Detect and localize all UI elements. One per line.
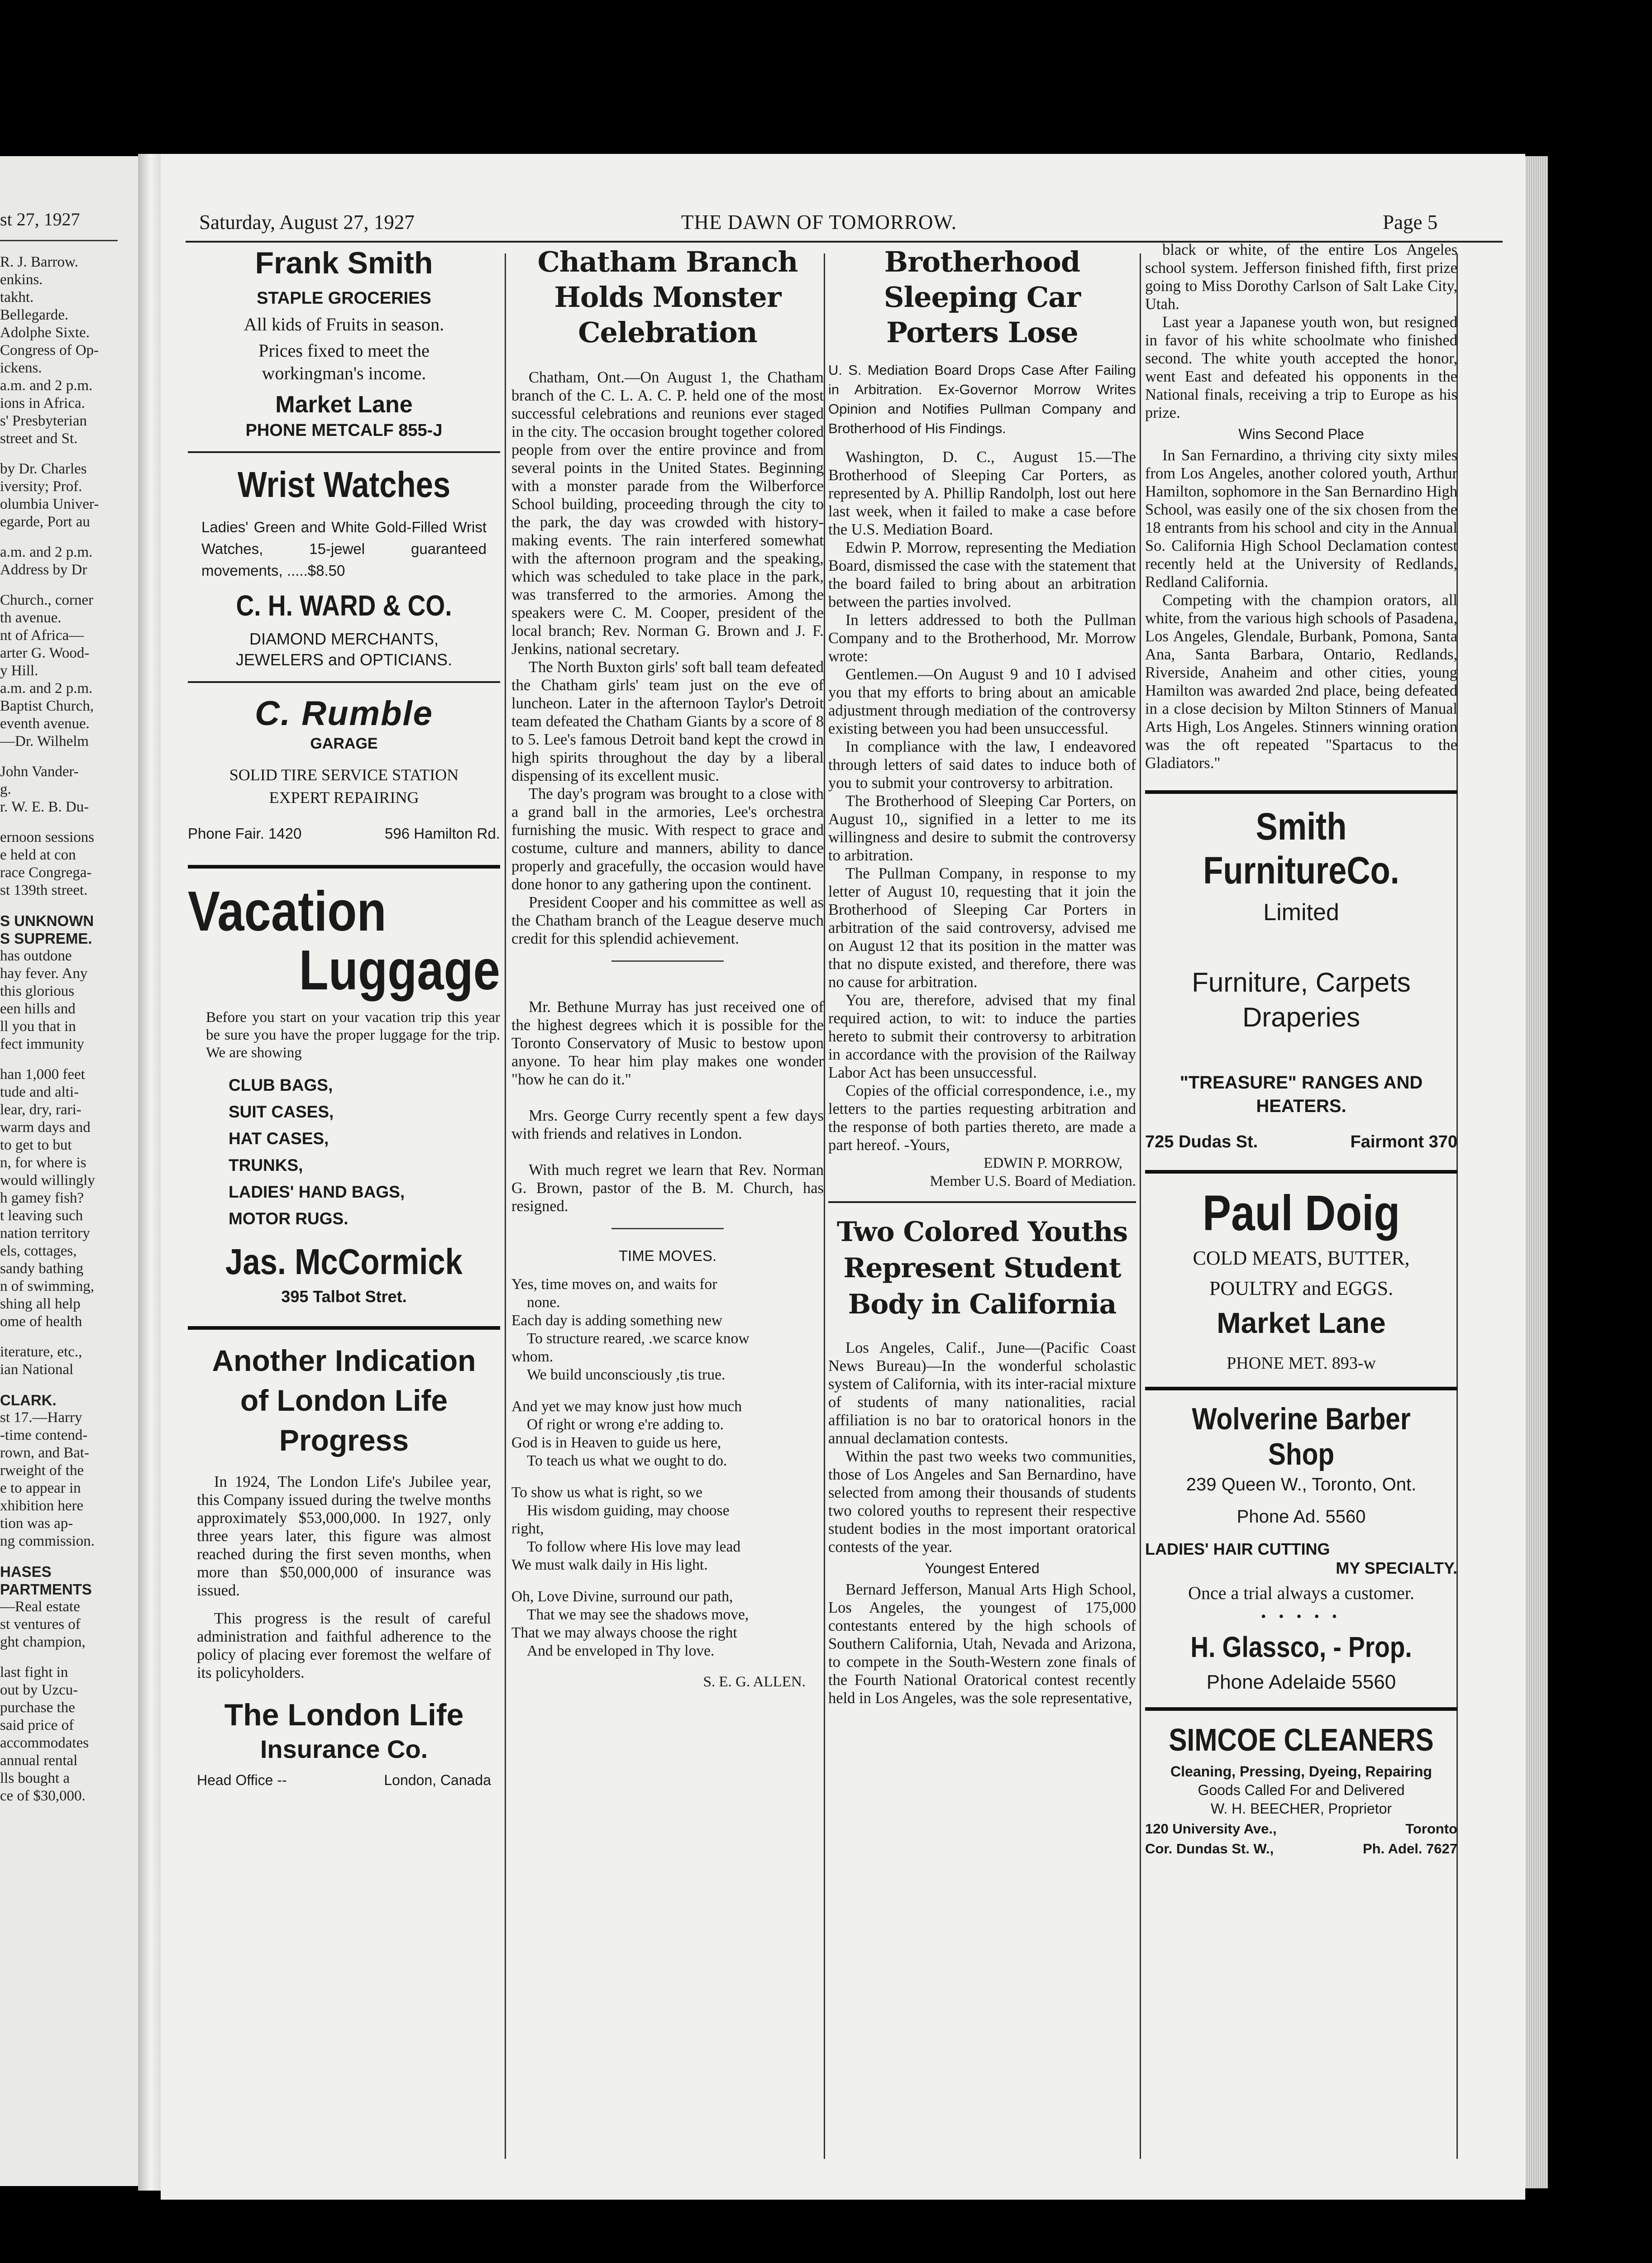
- ad-divider: [1145, 1707, 1457, 1711]
- prev-page-line: n of swimming,: [0, 1278, 95, 1294]
- prev-page-line: [0, 1331, 99, 1343]
- poem-title: TIME MOVES.: [618, 1247, 717, 1264]
- ad-divider: [1145, 1387, 1457, 1390]
- article-body: [1145, 446, 1457, 772]
- prev-page-line: rown, and Bat-: [0, 1445, 90, 1461]
- prev-page-line: [0, 1053, 99, 1066]
- header-date: Saturday, August 27, 1927: [199, 211, 415, 234]
- poem-line: God is in Heaven to guide us here,: [511, 1434, 721, 1451]
- ad-name: Paul Doig: [1202, 1185, 1400, 1241]
- prev-page-line: shing all help: [0, 1296, 81, 1312]
- masthead: THE DAWN OF TOMORROW.: [681, 211, 957, 234]
- ad-line: Goods Called For and Delivered: [1198, 1782, 1405, 1798]
- ad-name: Insurance Co.: [260, 1735, 428, 1763]
- prev-page-line: [0, 531, 99, 544]
- prev-page-line: [0, 816, 99, 829]
- prev-page-line: lls bought a: [0, 1770, 70, 1786]
- article-paragraph: Chatham, Ont.—On August 1, the Chatham branch of the C. L. A. C. P. held one of the most successful celebrations and reunions ever staged in the city. The occasion brought together colored people from over the entire province and from several points in the United States. Beginning with a monster parade from the Wilberforce School building, proceeding through the city to the park, the day was crowded with history-making events. The rain interfered somewhat with the afternoon program and the speaking, which was scheduled to take place in the park, was transferred to the armories. Among the speakers were C. M. Cooper, president of the local branch; Rev. Norman G. Brown and J. F. Jenkins, national secretary.: [511, 369, 824, 658]
- poem-author: S. E. G. ALLEN.: [703, 1674, 806, 1690]
- poem-line: Each day is adding something new: [511, 1312, 723, 1329]
- ad-divider: [188, 865, 500, 869]
- poem-line: Oh, Love Divine, surround our path,: [511, 1588, 733, 1605]
- luggage-item: MOTOR RUGS.: [229, 1209, 349, 1228]
- prev-page-text: [0, 253, 99, 1805]
- ad-desc: Ladies' Green and White Gold-Filled Wrist Watches, 15-jewel guaranteed movements, .....$8.50: [201, 519, 487, 579]
- ad-divider: [188, 451, 500, 453]
- prev-page-line: iversity; Prof.: [0, 478, 82, 495]
- prev-page-line: [0, 1550, 99, 1563]
- ad-line: Once a trial always a customer.: [1188, 1583, 1414, 1603]
- prev-page-line: accommodates: [0, 1735, 89, 1751]
- ad-line: All kids of Fruits in season.: [244, 314, 444, 334]
- prev-page-line: [0, 750, 99, 763]
- prev-page-line: nt of Africa—: [0, 627, 84, 644]
- prev-page-line: Congress of Op-: [0, 342, 99, 358]
- ad-contact: [188, 825, 500, 842]
- article-deck: U. S. Mediation Board Drops Case After Failing in Arbitration. Ex-Governor Morrow Writes Opinion and Notifies Pullman Company and Brotherhood of His Findings.: [828, 362, 1136, 436]
- prev-page-line: ome of health: [0, 1313, 82, 1330]
- article-paragraph: You are, therefore, advised that my final required action, to wit: to induce the parties hereto to submit their controversy to arbitration in accordance with the provision of the Railway Labor Act has been unsuccessful.: [828, 992, 1136, 1081]
- ad-contact: [197, 1772, 491, 1789]
- poem-stanza: [511, 1588, 824, 1660]
- ad-dots: • • • • •: [1260, 1608, 1342, 1624]
- prev-page-line: ickens.: [0, 360, 42, 376]
- prev-page-line: r. W. E. B. Du-: [0, 799, 89, 815]
- ad-phone: Fairmont 370: [1350, 1132, 1457, 1151]
- luggage-item: SUIT CASES,: [229, 1103, 334, 1121]
- poem-line: His wisdom guiding, may choose: [527, 1502, 730, 1519]
- prev-page-line: —Real estate: [0, 1599, 80, 1615]
- brief-brown: [511, 1161, 824, 1215]
- brief-paragraph: With much regret we learn that Rev. Norman G. Brown, pastor of the B. M. Church, has resigned.: [511, 1161, 824, 1215]
- prev-page-line: rweight of the: [0, 1462, 84, 1479]
- prev-page-line: ce of $30,000.: [0, 1788, 86, 1804]
- luggage-item: CLUB BAGS,: [229, 1076, 333, 1094]
- article-subhead: Wins Second Place: [1238, 426, 1364, 442]
- ad-name: C. Rumble: [255, 694, 433, 733]
- prev-page-line: [0, 579, 99, 592]
- prev-page-line: PARTMENTS: [0, 1581, 92, 1598]
- prev-page-line: said price of: [0, 1717, 74, 1733]
- ad-sub: Limited: [1263, 899, 1339, 926]
- column-rule: [1140, 253, 1141, 2159]
- prev-page-line: lear, dry, rari-: [0, 1102, 81, 1118]
- prev-page-line: a.m. and 2 p.m.: [0, 544, 93, 560]
- ad-line: EXPERT REPAIRING: [269, 788, 419, 807]
- ad-divider: [1145, 1170, 1457, 1174]
- prev-page-line: egarde, Port au: [0, 514, 90, 530]
- prev-page-line: e held at con: [0, 847, 76, 863]
- article-divider: [611, 960, 724, 962]
- prev-page-line: by Dr. Charles: [0, 461, 87, 477]
- frank-smith-ad: [188, 245, 500, 440]
- page-stack-edge: [1525, 156, 1548, 2188]
- ad-title: Luggage: [299, 939, 500, 1002]
- luggage-item: TRUNKS,: [229, 1156, 303, 1174]
- poem-stanza: [511, 1275, 824, 1384]
- article-paragraph: Los Angeles, Calif., June—(Pacific Coast News Bureau)—In the wonderful scholastic system of California, with its inter-racial mixture of students of many nationalities, racial affiliation is no bar to oratorical honors in the annual declamation contests.: [828, 1339, 1136, 1447]
- prev-page-line: R. J. Barrow.: [0, 254, 78, 270]
- signature-title: Member U.S. Board of Mediation.: [930, 1173, 1136, 1189]
- article-paragraph: Copies of the official correspondence, i.e., my letters to the parties requesting arbitration and the response of both parties thereto, are made a part hereof. -Yours,: [828, 1082, 1136, 1154]
- ad-paragraph: In 1924, The London Life's Jubilee year, this Company issued during the twelve months approximately $53,000,000. In 1927, only three years later, this figure was almost reached during the first seven months, when more than $50,000,000 of insurance was issued.: [197, 1473, 491, 1599]
- ad-divider: [188, 681, 500, 683]
- prev-page-line: ernoon sessions: [0, 829, 95, 845]
- ad-divider: [1145, 790, 1457, 794]
- prev-page-line: fect immunity: [0, 1036, 85, 1052]
- prev-page-line: st 17.—Harry: [0, 1409, 82, 1426]
- prev-page-line: tude and alti-: [0, 1084, 79, 1100]
- poem-body: [511, 1275, 824, 1660]
- poem-line: right,: [511, 1520, 544, 1537]
- ad-body: [197, 1473, 491, 1682]
- brief-curry: [511, 1107, 824, 1143]
- rumble-ad: [188, 694, 500, 842]
- prev-page-line: xhibition here: [0, 1498, 84, 1514]
- article-paragraph: Last year a Japanese youth won, but resigned in favor of his white schoolmate who finished second. The white youth accepted the honor, went East and defeated his opponents in the National finals, receiving a trip to Europe as his prize.: [1145, 314, 1457, 421]
- prev-page-line: tion was ap-: [0, 1515, 73, 1532]
- ad-line: LADIES' HAIR CUTTING: [1145, 1540, 1330, 1558]
- ad-name: Frank Smith: [255, 246, 433, 280]
- prev-page-line: out by Uzcu-: [0, 1682, 78, 1698]
- prev-page-line: enkins.: [0, 272, 43, 288]
- prev-page-line: warm days and: [0, 1119, 91, 1136]
- article-paragraph: The day's program was brought to a close with a grand ball in the armories, Lee's orchestra furnishing the music. With respect to grace and costume, culture and manners, ability to dance properly and gracefully, the occasion would have done honor to any gathering upon the continent.: [511, 785, 824, 893]
- article-paragraph: The Brotherhood of Sleeping Car Porters, on August 10,, signified in a letter to me its willingness and desire to submit the controversy to arbitration.: [828, 793, 1136, 864]
- luggage-ad: [188, 882, 500, 1306]
- ad-sub: DIAMOND MERCHANTS, JEWELERS and OPTICIANS.: [235, 630, 453, 669]
- ad-phone: PHONE MET. 893-w: [1227, 1354, 1376, 1373]
- ad-address: 725 Dudas St.: [1145, 1132, 1258, 1151]
- article-paragraph: Competing with the champion orators, all white, from the various high schools of Pasadena, Los Angeles, Glendale, Burbank, Pomona, Santa Ana, Santa Barbara, Ontario, Redlands, Riverside, Anaheim and other cities, young Hamilton was awarded 2nd place, being defeated in a close decision by Milton Stinners of Manual Arts High, Los Angeles. Stinners winning oration was the oft repeated "Spartacus to the Gladiators.": [1145, 592, 1457, 772]
- prev-page-line: g.: [0, 781, 11, 797]
- prev-page-line: nation territory: [0, 1225, 90, 1241]
- ad-line: "TREASURE" RANGES AND HEATERS.: [1179, 1073, 1423, 1116]
- luggage-item: HAT CASES,: [229, 1129, 329, 1148]
- ad-name: Smith FurnitureCo.: [1203, 805, 1399, 892]
- ad-address: 120 University Ave.,: [1145, 1821, 1277, 1837]
- prev-page-line: Address by Dr: [0, 562, 87, 578]
- page-number: Page 5: [1383, 211, 1438, 234]
- prev-page-line: st ventures of: [0, 1616, 81, 1633]
- ad-address: 596 Hamilton Rd.: [385, 825, 500, 842]
- article-paragraph: Washington, D. C., August 15.—The Brotherhood of Sleeping Car Porters, as represented by A. Phillip Randolph, lost out here last week, when it failed to make a case before the U.S. Mediation Board.: [828, 449, 1136, 538]
- prev-page-line: a.m. and 2 p.m.: [0, 377, 93, 394]
- prev-page-line: annual rental: [0, 1752, 78, 1769]
- poem-line: whom.: [511, 1348, 554, 1365]
- prev-page-line: Adolphe Sixte.: [0, 325, 90, 341]
- prev-page-line: takht.: [0, 289, 34, 306]
- prev-page-line: [0, 448, 99, 460]
- prev-page-line: els, cottages,: [0, 1243, 77, 1259]
- signature-name: EDWIN P. MORROW,: [984, 1155, 1122, 1171]
- ad-line: STAPLE GROCERIES: [257, 289, 431, 308]
- poem-line: To structure reared, .we scarce know: [527, 1330, 750, 1347]
- ad-phone: Ph. Adel. 7627: [1362, 1841, 1457, 1857]
- luggage-item: LADIES' HAND BAGS,: [229, 1183, 405, 1201]
- poem-line: We must walk daily in His light.: [511, 1556, 708, 1573]
- prev-page-line: eventh avenue.: [0, 716, 90, 732]
- article-body: [828, 448, 1136, 1154]
- ad-line: Market Lane: [1217, 1307, 1386, 1339]
- prev-page-line: S UNKNOWN: [0, 912, 94, 929]
- prev-page-line: —Dr. Wilhelm: [0, 733, 89, 750]
- ad-line: Prices fixed to meet the workingman's income.: [258, 340, 430, 383]
- ad-contact: [1145, 1132, 1457, 1152]
- ad-name: SIMCOE CLEANERS: [1169, 1722, 1434, 1757]
- prev-page-line: to get to but: [0, 1137, 72, 1153]
- poem-line: And yet we may know just how much: [511, 1398, 742, 1415]
- prev-page-line: this glorious: [0, 983, 75, 999]
- ad-line: SOLID TIRE SERVICE STATION: [229, 766, 459, 784]
- ad-phone: PHONE METCALF 855-J: [245, 421, 443, 440]
- column-rule: [824, 253, 825, 2159]
- poem-line: That we may see the shadows move,: [527, 1606, 749, 1623]
- article-paragraph: President Cooper and his committee as well as the Chatham branch of the League deserve much credit for this splendid achievement.: [511, 894, 824, 947]
- ad-headline: Another Indication of London Life Progress: [212, 1344, 476, 1457]
- prev-page-line: [0, 1651, 99, 1664]
- ad-phone: Phone Adelaide 5560: [1206, 1671, 1396, 1693]
- prev-page-line: olumbia Univer-: [0, 496, 99, 512]
- prev-page-line: h gamey fish?: [0, 1190, 84, 1206]
- smith-furniture-ad: [1145, 805, 1457, 1152]
- prev-page-line: ions in Africa.: [0, 395, 85, 411]
- article-paragraph: Within the past two weeks two communities, those of Los Angeles and San Bernardino, have selected from among their thousands of students two colored youths to represent their respective student bodies in the most important oratorical contests of the year.: [828, 1448, 1136, 1556]
- ad-address: 239 Queen W., Toronto, Ont.: [1186, 1475, 1417, 1494]
- ad-address: 395 Talbot Stret.: [281, 1287, 407, 1306]
- ad-proprietor: H. Glassco, - Prop.: [1190, 1631, 1412, 1663]
- prev-page-line: ght champion,: [0, 1634, 86, 1650]
- prev-page-line: Church., corner: [0, 592, 94, 608]
- prev-page-line: han 1,000 feet: [0, 1066, 85, 1083]
- prev-page-line: th avenue.: [0, 610, 62, 626]
- brief-paragraph: Mr. Bethune Murray has just received one of the highest degrees which it is possible for the Toronto Conservatory of Music to bestow upon anyone. To hear him play makes one wonder "how he can do it.": [511, 998, 824, 1088]
- ad-line: Furniture, Carpets: [1192, 967, 1411, 998]
- prev-page-line: Baptist Church,: [0, 698, 94, 714]
- article-paragraph: The Pullman Company, in response to my letter of August 10, requesting that it join the Brotherhood of Sleeping Car Porters in arbitration of the said controversy, advised me on August 12 that its position in the matter was that no dispute existed, and therefore, there was no cause for arbitration.: [828, 865, 1136, 991]
- poem-stanza: [511, 1398, 824, 1470]
- article-body: [1145, 241, 1457, 422]
- poem-line: Yes, time moves on, and waits for: [511, 1276, 717, 1293]
- ad-phone: Phone Ad. 5560: [1237, 1507, 1366, 1527]
- prev-page-line: [0, 899, 99, 912]
- article-paragraph: In San Fernardino, a thriving city sixty miles from Los Angeles, another colored youth, Arthur Hamilton, sophomore in the San Bernardino High School, was easily one of the six chosen from the 18 entrants from his school and city in the Annual So. California High School Declamation contest recently held at the University of Redlands, Redland California.: [1145, 447, 1457, 591]
- prev-page-line: hay fever. Any: [0, 965, 88, 982]
- ad-line: Market Lane: [275, 391, 413, 418]
- ad-title: Vacation: [188, 880, 387, 943]
- ad-divider: [188, 1326, 500, 1330]
- prev-page-line: ng commission.: [0, 1533, 95, 1549]
- article-paragraph: In letters addressed to both the Pullman Company and to the Brotherhood, Mr. Morrow wrote:: [828, 611, 1136, 665]
- article-paragraph: In compliance with the law, I endeavored through letters of said dates to induce both of you to submit your controversy to arbitration.: [828, 738, 1136, 792]
- ad-line: POULTRY and EGGS.: [1209, 1277, 1394, 1299]
- article-headline: Two Colored Youths Represent Student Body in California: [836, 1216, 1128, 1320]
- prev-page-line: t leaving such: [0, 1208, 83, 1224]
- ad-city: Toronto: [1405, 1821, 1457, 1837]
- prev-page-line: CLARK.: [0, 1392, 57, 1408]
- ad-line: MY SPECIALTY.: [1336, 1559, 1457, 1577]
- ad-address: Cor. Dundas St. W.,: [1145, 1841, 1274, 1857]
- article-subhead: Youngest Entered: [925, 1560, 1040, 1576]
- prev-page-line: has outdone: [0, 948, 72, 964]
- prev-page-line: ian National: [0, 1361, 74, 1378]
- poem-line: Of right or wrong e're adding to.: [527, 1416, 724, 1433]
- prev-page-line: last fight in: [0, 1664, 68, 1681]
- newspaper-page: [161, 154, 1525, 2200]
- prev-page-line: -time contend-: [0, 1427, 88, 1443]
- brief-murray: [511, 998, 824, 1089]
- article-divider: [828, 1201, 1136, 1203]
- prev-page-line: [0, 1379, 99, 1391]
- ad-line: COLD MEATS, BUTTER,: [1193, 1247, 1410, 1269]
- wolverine-barber-ad: [1145, 1401, 1457, 1694]
- poem-stanza: [511, 1484, 824, 1574]
- prev-page-line: would willingly: [0, 1172, 95, 1189]
- column-porters: [828, 244, 1136, 2172]
- poem-line: That we may always choose the right: [511, 1624, 737, 1641]
- prev-page-rule: [0, 240, 118, 241]
- poem-line: To show us what is right, so we: [511, 1484, 702, 1501]
- ad-desc: Before you start on your vacation trip this year be sure you have the proper luggage for the trip. We are showing: [206, 1009, 500, 1061]
- poem-line: To follow where His love may lead: [527, 1538, 741, 1555]
- ad-city: London, Canada: [384, 1772, 491, 1788]
- prev-page-date: st 27, 1927: [0, 209, 80, 229]
- article-paragraph: Bernard Jefferson, Manual Arts High School, Los Angeles, the youngest of 175,000 contestants entered by the high schools of Southern California, Utah, Nevada and Arizona, to compete in the South-Western zone finals of the Fourth National Oratorical contest recently held in Los Angeles, was the sole representative,: [828, 1581, 1136, 1707]
- ad-contact: [1145, 1821, 1457, 1837]
- ad-name: C. H. WARD & CO.: [236, 589, 452, 622]
- article-body: [828, 1580, 1136, 1707]
- prev-page-line: purchase the: [0, 1700, 75, 1716]
- prev-page-line: John Vander-: [0, 764, 79, 780]
- article-divider: [611, 1228, 724, 1229]
- article-paragraph: The North Buxton girls' soft ball team defeated the Chatham girls' team just on the eve of luncheon. Later in the afternoon Taylor's Detroit team defeated the Chatham Giants by a score of 8 to 5. Lee's famous Detroit band kept the crowd in high spirits throughout the day by a liberal dispensing of its excellent music.: [511, 659, 824, 784]
- prev-page-line: HASES: [0, 1563, 52, 1580]
- prev-page-line: ll you that in: [0, 1018, 76, 1035]
- prev-page-line: S SUPREME.: [0, 930, 92, 947]
- prev-page-line: Bellegarde.: [0, 307, 69, 323]
- article-paragraph: Edwin P. Morrow, representing the Mediation Board, dismissed the case with the statement that the board failed to bring about an arbitration between the parties involved.: [828, 539, 1136, 611]
- poem-line: And be enveloped in Thy love.: [527, 1642, 715, 1659]
- ad-line: Cleaning, Pressing, Dyeing, Repairing: [1170, 1763, 1432, 1780]
- ad-title: Wrist Watches: [237, 464, 451, 505]
- article-headline: Chatham Branch Holds Monster Celebration: [537, 245, 798, 349]
- poem-line: To teach us what we ought to do.: [527, 1452, 727, 1469]
- prev-page-line: n, for where is: [0, 1155, 86, 1171]
- ad-line: Draperies: [1242, 1002, 1361, 1032]
- prev-page-line: een hills and: [0, 1001, 76, 1017]
- ad-phone: Phone Fair. 1420: [188, 825, 302, 842]
- ad-office: Head Office --: [197, 1772, 287, 1788]
- paul-doig-ad: [1145, 1184, 1457, 1373]
- column-rule: [505, 253, 506, 2159]
- previous-page-fragment: [0, 156, 138, 2186]
- ad-name: Wolverine Barber Shop: [1192, 1402, 1411, 1471]
- ads-column-left: [188, 244, 500, 2172]
- column-right: [1145, 241, 1457, 2172]
- article-body: [828, 1339, 1136, 1556]
- article-paragraph: Gentlemen.—On August 9 and 10 I advised you that my efforts to bring about an amicable adjustment through mediation of the controversy existing between you had been unsuccessful.: [828, 666, 1136, 737]
- simcoe-cleaners-ad: [1145, 1722, 1457, 1857]
- poem-line: We build unconsciously ,tis true.: [527, 1366, 726, 1383]
- brief-paragraph: Mrs. George Curry recently spent a few days with friends and relatives in London.: [511, 1107, 824, 1142]
- prev-page-line: iterature, etc.,: [0, 1344, 82, 1360]
- ad-paragraph: This progress is the result of careful administration and faithful adherence to the policy of placing ever foremost the welfare of its policyholders.: [197, 1610, 491, 1681]
- prev-page-line: a.m. and 2 p.m.: [0, 680, 93, 697]
- ad-name: The London Life: [224, 1698, 464, 1732]
- ad-line: W. H. BEECHER, Proprietor: [1210, 1800, 1392, 1817]
- prev-page-line: y Hill.: [0, 663, 38, 679]
- prev-page-line: sandy bathing: [0, 1260, 84, 1277]
- london-life-ad: [188, 1341, 500, 1789]
- article-headline: Brotherhood Sleeping Car Porters Lose: [883, 245, 1081, 349]
- ad-name: Jas. McCormick: [225, 1241, 463, 1282]
- article-body: [511, 368, 824, 948]
- poem-line: none.: [527, 1294, 560, 1311]
- ad-sub: GARAGE: [310, 735, 378, 752]
- column-chatham: [511, 244, 824, 2172]
- prev-page-line: race Congrega-: [0, 864, 92, 881]
- prev-page-line: arter G. Wood-: [0, 645, 90, 661]
- prev-page-line: e to appear in: [0, 1480, 81, 1496]
- prev-page-line: street and St.: [0, 430, 78, 447]
- ad-contact: [1145, 1841, 1457, 1857]
- ad-item-list: [229, 1072, 500, 1232]
- article-paragraph: black or white, of the entire Los Angeles school system. Jefferson finished fifth, first prize going to Miss Dorothy Carlson of Salt Lake City, Utah.: [1145, 241, 1457, 313]
- prev-page-line: st 139th street.: [0, 882, 88, 898]
- ward-ad: [188, 464, 500, 670]
- prev-page-line: s' Presbyterian: [0, 413, 87, 429]
